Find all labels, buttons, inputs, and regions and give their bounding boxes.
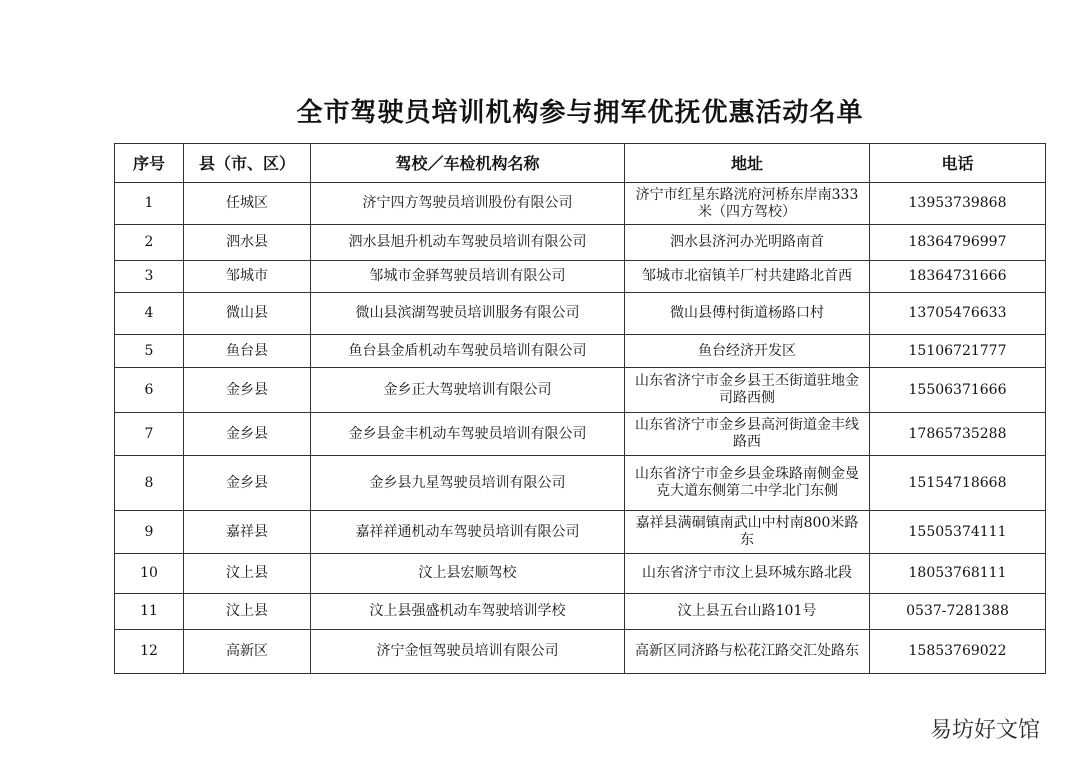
header-county: 县（市、区） [184,144,311,183]
cell-institution-name: 金乡县金丰机动车驾驶员培训有限公司 [311,413,625,456]
table-row [115,594,1046,630]
cell-phone: 15506371666 [870,368,1046,413]
cell-address: 嘉祥县满硐镇南武山中村南800米路东 [625,511,870,554]
cell-institution-name: 汶上县宏顺驾校 [311,554,625,594]
cell-serial-number: 4 [115,293,184,335]
cell-institution-name: 泗水县旭升机动车驾驶员培训有限公司 [311,225,625,261]
cell-institution-name: 金乡县九星驾驶员培训有限公司 [311,456,625,511]
table-row [115,413,1046,456]
cell-phone: 15154718668 [870,456,1046,511]
cell-phone: 0537-7281388 [870,594,1046,630]
cell-county: 鱼台县 [184,335,311,368]
cell-phone: 18364796997 [870,225,1046,261]
header-address: 地址 [625,144,870,183]
cell-county: 任城区 [184,183,311,225]
header-serial-number: 序号 [115,144,184,183]
cell-serial-number: 11 [115,594,184,630]
table-row [115,293,1046,335]
table-row [115,335,1046,368]
cell-phone: 15853769022 [870,630,1046,674]
cell-institution-name: 邹城市金驿驾驶员培训有限公司 [311,261,625,293]
cell-institution-name: 金乡正大驾驶培训有限公司 [311,368,625,413]
table-header-row [115,144,1046,183]
cell-phone: 13705476633 [870,293,1046,335]
cell-phone: 18053768111 [870,554,1046,594]
cell-phone: 17865735288 [870,413,1046,456]
watermark: 易坊好文馆 [930,718,1041,743]
cell-serial-number: 7 [115,413,184,456]
cell-institution-name: 济宁四方驾驶员培训股份有限公司 [311,183,625,225]
cell-address: 高新区同济路与松花江路交汇处路东 [625,630,870,674]
cell-county: 泗水县 [184,225,311,261]
cell-county: 汶上县 [184,594,311,630]
cell-serial-number: 8 [115,456,184,511]
cell-county: 金乡县 [184,456,311,511]
table-row [115,261,1046,293]
cell-phone: 15505374111 [870,511,1046,554]
cell-address: 鱼台经济开发区 [625,335,870,368]
roster-table [114,143,1046,674]
cell-serial-number: 12 [115,630,184,674]
table-row [115,368,1046,413]
cell-institution-name: 济宁金恒驾驶员培训有限公司 [311,630,625,674]
cell-institution-name: 微山县滨湖驾驶员培训服务有限公司 [311,293,625,335]
cell-county: 金乡县 [184,368,311,413]
header-institution-name: 驾校／车检机构名称 [311,144,625,183]
cell-address: 泗水县济河办光明路南首 [625,225,870,261]
cell-serial-number: 6 [115,368,184,413]
table-row [115,456,1046,511]
cell-address: 微山县傅村街道杨路口村 [625,293,870,335]
cell-address: 山东省济宁市金乡县高河街道金丰线路西 [625,413,870,456]
cell-address: 山东省济宁市金乡县王丕街道驻地金司路西侧 [625,368,870,413]
cell-county: 高新区 [184,630,311,674]
cell-serial-number: 9 [115,511,184,554]
cell-institution-name: 汶上县强盛机动车驾驶培训学校 [311,594,625,630]
cell-county: 微山县 [184,293,311,335]
cell-institution-name: 嘉祥祥通机动车驾驶员培训有限公司 [311,511,625,554]
cell-county: 嘉祥县 [184,511,311,554]
cell-serial-number: 1 [115,183,184,225]
cell-phone: 13953739868 [870,183,1046,225]
cell-county: 金乡县 [184,413,311,456]
cell-county: 邹城市 [184,261,311,293]
cell-county: 汶上县 [184,554,311,594]
cell-serial-number: 5 [115,335,184,368]
cell-serial-number: 10 [115,554,184,594]
table-row [115,554,1046,594]
cell-address: 山东省济宁市汶上县环城东路北段 [625,554,870,594]
cell-serial-number: 3 [115,261,184,293]
page-title: 全市驾驶员培训机构参与拥军优抚优惠活动名单 [296,98,864,128]
cell-address: 山东省济宁市金乡县金珠路南侧金曼克大道东侧第二中学北门东侧 [625,456,870,511]
cell-serial-number: 2 [115,225,184,261]
cell-phone: 15106721777 [870,335,1046,368]
cell-address: 济宁市红星东路洸府河桥东岸南333米（四方驾校） [625,183,870,225]
table-row [115,630,1046,674]
header-phone: 电话 [870,144,1046,183]
cell-institution-name: 鱼台县金盾机动车驾驶员培训有限公司 [311,335,625,368]
cell-phone: 18364731666 [870,261,1046,293]
table-row [115,183,1046,225]
table-row [115,225,1046,261]
table-row [115,511,1046,554]
cell-address: 汶上县五台山路101号 [625,594,870,630]
cell-address: 邹城市北宿镇羊厂村共建路北首西 [625,261,870,293]
